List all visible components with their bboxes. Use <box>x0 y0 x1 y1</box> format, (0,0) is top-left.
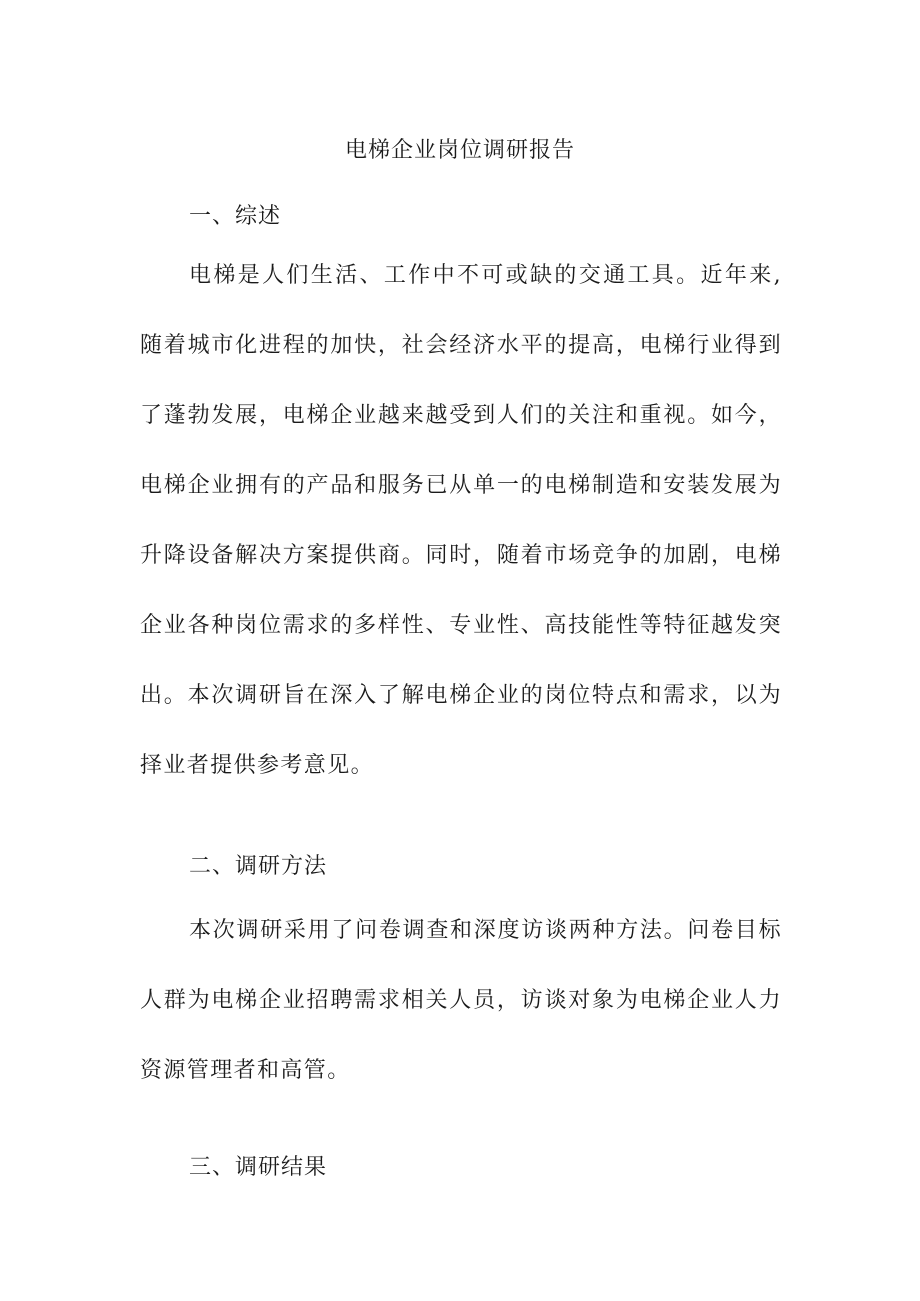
section-heading-method: 二、调研方法 <box>189 854 328 879</box>
section-paragraph-overview: 电梯是人们生活、工作中不可或缺的交通工具。近年来,随着城市化进程的加快，社会经济水平的提高，电梯行业得到了蓬勃发展，电梯企业越来越受到人们的关注和重视。如今，电梯企业拥有的产品和服务已从单一的电梯制造和安装发展为升降设备解决方案提供商。同时，随着市场竞争的加剧，电梯企业各种岗位需求的多样性、专业性、高技能性等特征越发突出。本次调研旨在深入了解电梯企业的岗位特点和需求，以为择业者提供参考意见。 <box>140 263 782 778</box>
section-heading-overview: 一、综述 <box>189 204 282 229</box>
document-title: 电梯企业岗位调研报告 <box>344 138 575 163</box>
section-heading-results: 三、调研结果 <box>189 1155 328 1180</box>
section-paragraph-method: 本次调研采用了问卷调查和深度访谈两种方法。问卷目标人群为电梯企业招聘需求相关人员，访谈对象为电梯企业人力资源管理者和高管。 <box>140 918 782 1083</box>
